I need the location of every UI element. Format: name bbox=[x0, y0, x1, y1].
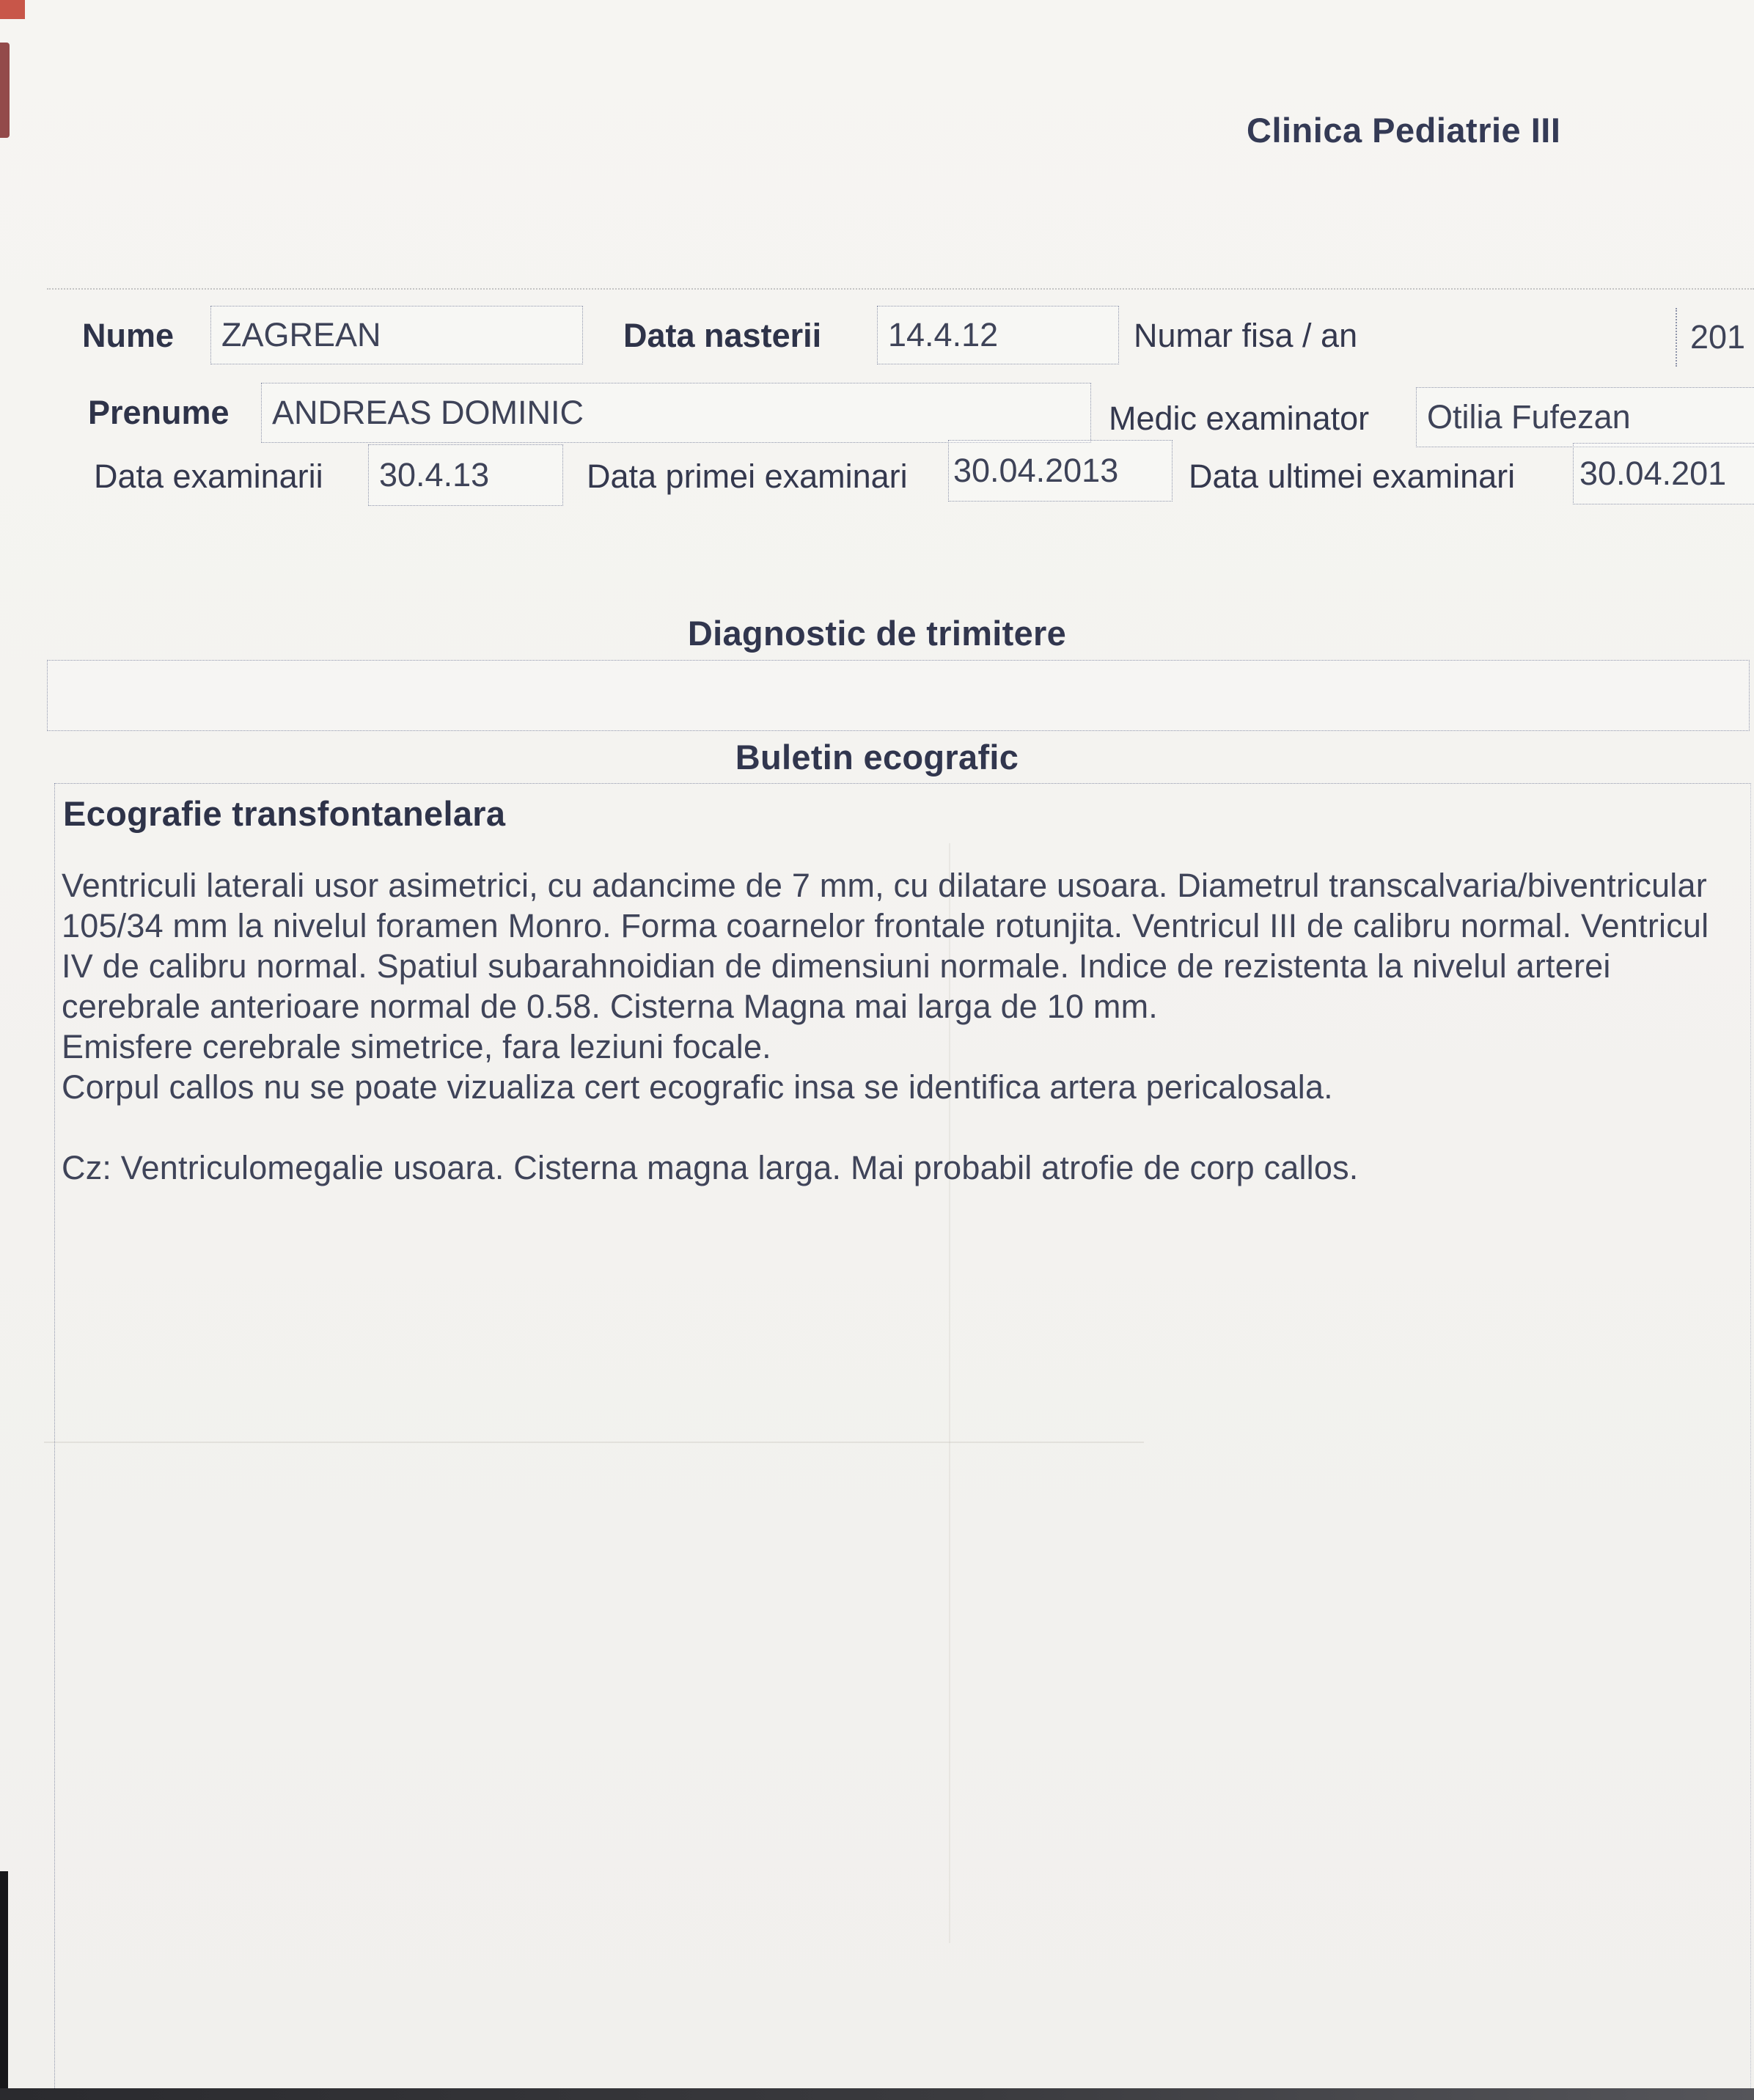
report-paragraph-conclusion: Cz: Ventriculomegalie usoara. Cisterna magna larga. Mai probabil atrofie de corp callos. bbox=[62, 1149, 1359, 1186]
data-ultimei-field bbox=[1573, 443, 1754, 504]
report-paragraph-corp-callos: Corpul callos nu se poate vizualiza cert ecografic insa se identifica artera pericalosala. bbox=[62, 1068, 1333, 1106]
data-nasterii-field bbox=[877, 306, 1119, 364]
scan-edge-shadow-left bbox=[0, 1871, 8, 2100]
report-title: Ecografie transfontanelara bbox=[63, 794, 506, 833]
nume-field bbox=[210, 306, 583, 364]
numar-fisa-value: 201 bbox=[1690, 318, 1746, 356]
numar-fisa-field bbox=[1676, 308, 1754, 367]
medic-examinator-label: Medic examinator bbox=[1109, 400, 1370, 437]
prenume-field bbox=[261, 383, 1091, 443]
numar-fisa-label: Numar fisa / an bbox=[1134, 317, 1358, 354]
buletin-heading: Buletin ecografic bbox=[735, 738, 1019, 777]
report-body bbox=[62, 865, 1748, 1188]
diagnostic-box bbox=[47, 660, 1750, 731]
nume-label: Nume bbox=[82, 317, 175, 354]
data-examinarii-value: 30.4.13 bbox=[379, 456, 490, 493]
medic-examinator-value: Otilia Fufezan bbox=[1427, 398, 1631, 436]
data-nasterii-label: Data nasterii bbox=[623, 317, 822, 354]
report-paragraph-findings: Ventriculi laterali usor asimetrici, cu adancime de 7 mm, cu dilatare usoara. Diametrul transcalvaria/biventricular 105/34 mm la nivelul foramen Monro. Forma coarnelor frontale rotunjita. Ventricul III de calibru normal. Ventricul IV de calibru normal. Spatiul subarahnoidian de dimensiuni normale. Indice de rezistenta la nivelul arterei cerebrale anterioare normal de 0.58. Cisterna Magna mai larga de 10 mm. bbox=[62, 867, 1709, 1025]
scan-edge-shadow-bottom bbox=[0, 2088, 1754, 2100]
data-primei-value: 30.04.2013 bbox=[953, 452, 1119, 489]
form-top-divider bbox=[47, 288, 1754, 290]
data-primei-field bbox=[948, 440, 1173, 502]
clinic-title: Clinica Pediatrie III bbox=[1247, 111, 1561, 150]
report-paragraph-emisfere: Emisfere cerebrale simetrice, fara leziuni focale. bbox=[62, 1028, 771, 1065]
data-ultimei-value: 30.04.201 bbox=[1579, 455, 1727, 492]
medic-examinator-field bbox=[1416, 387, 1754, 447]
data-examinarii-label: Data examinarii bbox=[94, 458, 323, 495]
nume-value: ZAGREAN bbox=[221, 316, 381, 353]
prenume-label: Prenume bbox=[88, 394, 230, 431]
diagnostic-heading: Diagnostic de trimitere bbox=[687, 614, 1067, 653]
data-examinarii-field bbox=[368, 444, 563, 506]
prenume-value: ANDREAS DOMINIC bbox=[272, 394, 584, 431]
scan-artifact-red-streak bbox=[0, 43, 10, 138]
scan-artifact-corner-red bbox=[0, 0, 25, 19]
data-nasterii-value: 14.4.12 bbox=[888, 316, 999, 353]
data-primei-label: Data primei examinari bbox=[587, 458, 908, 495]
data-ultimei-label: Data ultimei examinari bbox=[1189, 458, 1516, 495]
